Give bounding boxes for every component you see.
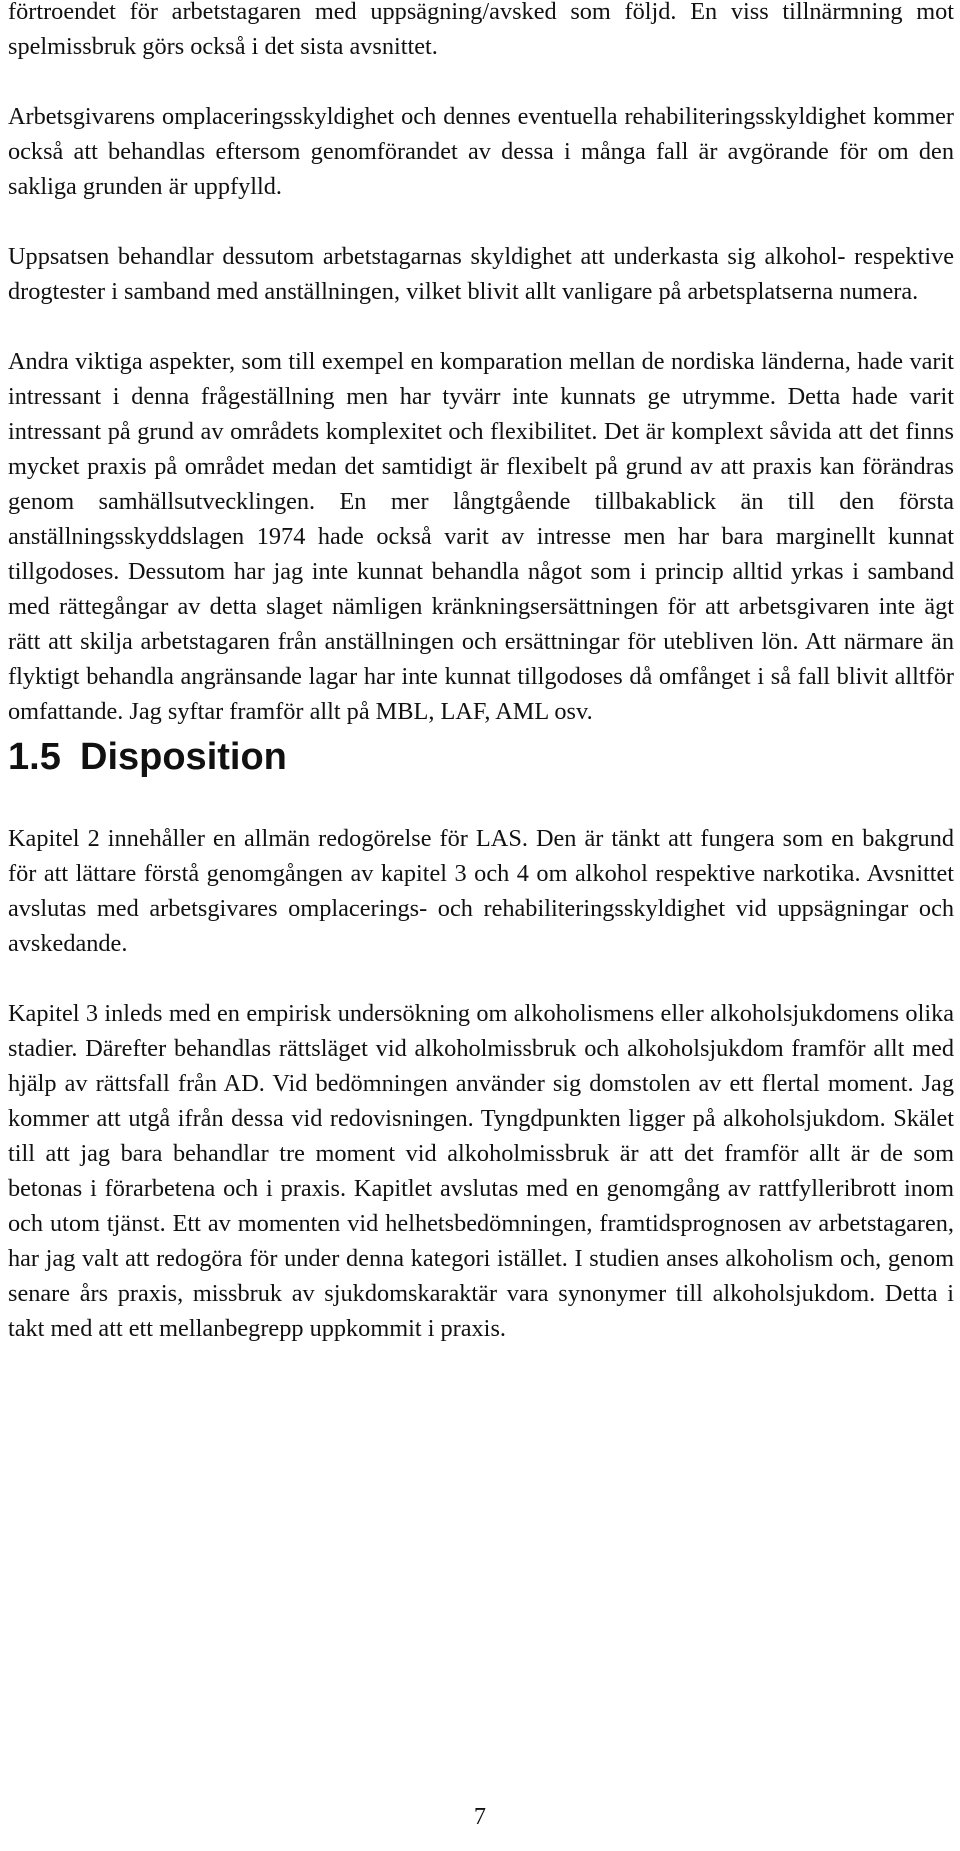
body-paragraph: Kapitel 3 inleds med en empirisk undersökning om alkoholismens eller alkoholsjukdomens olika stadier. Därefter behandlas rättsläget vid alkoholmissbruk och alkoholsjukdom framför allt med hjälp av rättsfall från AD. Vid bedömningen använder sig domstolen av ett flertal moment. Jag kommer att utgå ifrån dessa vid redovisningen. Tyngdpunkten ligger på alkoholsjukdom. Skälet till att jag bara behandlar tre moment vid alkoholmissbruk är att det framför allt är de som betonas i förarbetena och i praxis. Kapitlet avslutas med en genomgång av rattfylleribrott inom och utom tjänst. Ett av momenten vid helhetsbedömningen, framtidsprognosen av arbetstagaren, har jag valt att redogöra för under denna kategori istället. I studien anses alkoholism och, genom senare års praxis, missbruk av sjukdomskaraktär vara synonymer till alkoholsjukdom. Detta i takt med att ett mellanbegrepp uppkommit i praxis. xyxy=(8,1000,954,1342)
body-paragraph: Arbetsgivarens omplaceringsskyldighet och dennes eventuella rehabiliteringsskyldighet kommer också att behandlas eftersom genomförandet av dessa i många fall är avgörande för om den sakliga grunden är uppfylld. xyxy=(8,103,954,200)
body-paragraph: Uppsatsen behandlar dessutom arbetstagarnas skyldighet att underkasta sig alkohol- respektive drogtester i samband med anställningen, vilket blivit allt vanligare på arbetsplatserna numera. xyxy=(8,243,954,305)
section-title: Disposition xyxy=(80,736,287,778)
section-number: 1.5 xyxy=(8,736,61,778)
body-paragraph: Kapitel 2 innehåller en allmän redogörelse för LAS. Den är tänkt att fungera som en bakgrund för att lättare förstå genomgången av kapitel 3 och 4 om alkohol respektive narkotika. Avsnittet avslutas med arbetsgivares omplacerings- och rehabiliteringsskyldighet vid uppsägningar och avskedande. xyxy=(8,825,954,957)
body-paragraph: förtroendet för arbetstagaren med uppsägning/avsked som följd. En viss tillnärmning mot spelmissbruk görs också i det sista avsnittet. xyxy=(8,0,954,60)
page-body xyxy=(8,0,954,1381)
page-number: 7 xyxy=(473,1803,487,1830)
section-heading xyxy=(8,733,954,781)
body-paragraph: Andra viktiga aspekter, som till exempel en komparation mellan de nordiska länderna, hade varit intressant i denna frågeställning men har tyvärr inte kunnats ge utrymme. Detta hade varit intressant på grund av områdets komplexitet och flexibilitet. Det är komplext såvida att det finns mycket praxis på området medan det samtidigt är flexibelt på grund av att praxis kan förändras genom samhällsutvecklingen. En mer långtgående tillbakablick än till den första anställningsskyddslagen 1974 hade också varit av intresse men har bara marginellt kunnat tillgodoses. Dessutom har jag inte kunnat behandla något som i princip alltid yrkas i samband med rättegångar av detta slaget nämligen kränkningsersättningen för att arbetsgivaren inte ägt rätt att skilja arbetstagaren från anställningen och ersättningar för utebliven lön. Att närmare än flyktigt behandla angränsande lagar har inte kunnat tillgodoses då omfånget i så fall blivit alltför omfattande. Jag syftar framför allt på MBL, LAF, AML osv. xyxy=(8,348,954,725)
